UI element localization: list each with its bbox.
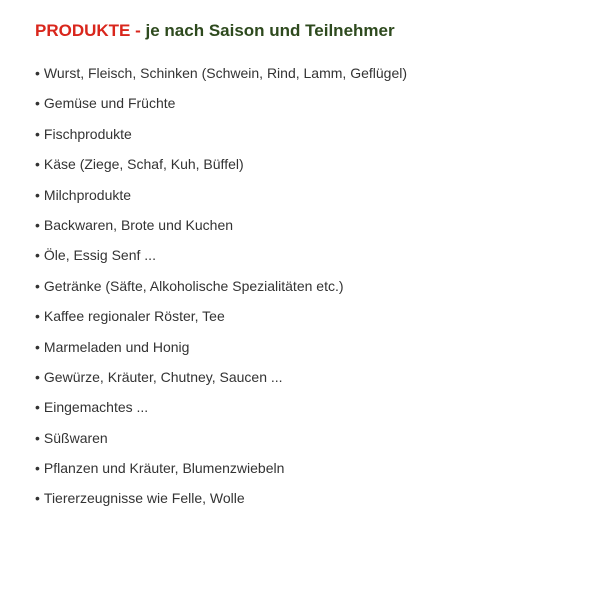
list-item <box>35 366 407 396</box>
list-item <box>35 305 407 335</box>
list-item <box>35 487 407 517</box>
bullet-icon: • <box>35 277 40 294</box>
product-list <box>35 62 407 518</box>
bullet-icon: • <box>35 368 40 385</box>
list-item-label: Gewürze, Kräuter, Chutney, Saucen ... <box>43 368 283 385</box>
title-products-label: PRODUKTE - <box>35 21 141 40</box>
list-item-label: Süßwaren <box>43 429 108 446</box>
list-item <box>35 62 407 92</box>
title-subtitle: je nach Saison und Teilnehmer <box>145 21 395 40</box>
list-item-label: Marmeladen und Honig <box>43 338 190 355</box>
bullet-icon: • <box>35 247 40 264</box>
list-item-label: Gemüse und Früchte <box>43 95 176 112</box>
bullet-icon: • <box>35 429 40 446</box>
list-item-label: Kaffee regionaler Röster, Tee <box>43 308 225 325</box>
list-item <box>35 457 407 487</box>
list-item-label: Milchprodukte <box>43 186 132 203</box>
bullet-icon: • <box>35 95 40 112</box>
list-item <box>35 92 407 122</box>
list-item <box>35 275 407 305</box>
list-item-label: Tiererzeugnisse wie Felle, Wolle <box>43 490 245 507</box>
list-item <box>35 396 407 426</box>
list-item <box>35 153 407 183</box>
bullet-icon: • <box>35 490 40 507</box>
list-item-label: Backwaren, Brote und Kuchen <box>43 216 234 233</box>
list-item <box>35 336 407 366</box>
bullet-icon: • <box>35 65 40 81</box>
list-item <box>35 123 407 153</box>
list-item-label: Getränke (Säfte, Alkoholische Spezialitäten etc.) <box>43 277 344 294</box>
list-item-label: Öle, Essig Senf ... <box>43 247 156 264</box>
bullet-icon: • <box>35 216 40 233</box>
bullet-icon: • <box>35 156 40 173</box>
bullet-icon: • <box>35 308 40 325</box>
bullet-icon: • <box>35 460 40 477</box>
list-item-label: Käse (Ziege, Schaf, Kuh, Büffel) <box>43 156 244 173</box>
page-title <box>35 20 395 42</box>
list-item-label: Fischprodukte <box>43 125 132 142</box>
list-item-label: Wurst, Fleisch, Schinken (Schwein, Rind, Lamm, Geflügel) <box>43 65 408 81</box>
bullet-icon: • <box>35 186 40 203</box>
list-item <box>35 427 407 457</box>
bullet-icon: • <box>35 125 40 142</box>
list-item <box>35 214 407 244</box>
bullet-icon: • <box>35 338 40 355</box>
list-item <box>35 244 407 274</box>
list-item <box>35 184 407 214</box>
bullet-icon: • <box>35 399 40 416</box>
list-item-label: Eingemachtes ... <box>43 399 149 416</box>
list-item-label: Pflanzen und Kräuter, Blumenzwiebeln <box>43 460 285 477</box>
